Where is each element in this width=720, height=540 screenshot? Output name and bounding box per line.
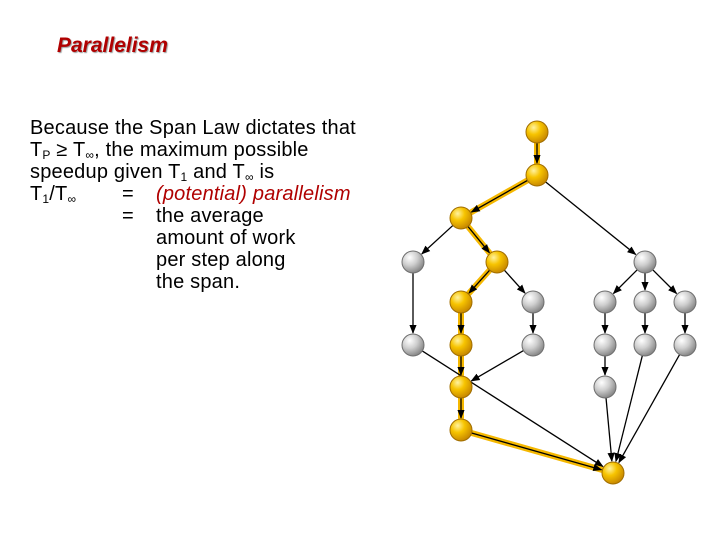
- speedup-text: speedup given T: [30, 161, 181, 183]
- equals-sign-2: =: [122, 205, 134, 227]
- dag-node: [594, 376, 616, 398]
- text-line-5: the average: [156, 205, 264, 227]
- dag-node: [402, 251, 424, 273]
- dag-node: [634, 334, 656, 356]
- span-node: [450, 291, 472, 313]
- dag-node: [634, 251, 656, 273]
- span-node: [526, 121, 548, 143]
- dag-node: [522, 334, 544, 356]
- span-edge: [468, 227, 489, 253]
- dag-edge: [422, 225, 453, 253]
- dag-node: [674, 291, 696, 313]
- dag-node: [402, 334, 424, 356]
- and-text: and T: [187, 161, 245, 183]
- text-line-7: per step along: [156, 249, 286, 271]
- dag-edge: [613, 270, 637, 294]
- is-text: is: [253, 161, 275, 183]
- dag-node: [594, 334, 616, 356]
- equals-sign-1: =: [122, 183, 134, 205]
- inf-subscript: ∞: [67, 192, 77, 206]
- dag-edge: [471, 351, 523, 381]
- line2-rest: , the maximum possible: [94, 139, 309, 161]
- one-subscript: 1: [180, 170, 188, 184]
- span-node: [602, 462, 624, 484]
- t-symbol: T: [30, 183, 43, 205]
- one-subscript: 1: [42, 192, 50, 206]
- dag-edge: [653, 270, 677, 294]
- text-line-1: Because the Span Law dictates that: [30, 117, 356, 139]
- inf-subscript: ∞: [85, 148, 95, 162]
- slide-title: Parallelism: [57, 34, 168, 57]
- dag-node: [522, 291, 544, 313]
- span-node: [486, 251, 508, 273]
- span-node: [450, 376, 472, 398]
- span-edge: [472, 433, 602, 470]
- t-symbol: T: [30, 139, 43, 161]
- dag-edge: [606, 398, 612, 461]
- ge-text: ≥ T: [50, 139, 86, 161]
- dag-node: [634, 291, 656, 313]
- span-node: [526, 164, 548, 186]
- span-edge: [469, 270, 490, 293]
- inf-subscript: ∞: [244, 170, 254, 184]
- span-node: [450, 207, 472, 229]
- slash-t: /T: [49, 183, 68, 205]
- text-line-6: amount of work: [156, 227, 296, 249]
- dag-edge: [546, 182, 636, 255]
- span-node: [450, 334, 472, 356]
- dag-edge: [504, 270, 525, 293]
- span-node: [450, 419, 472, 441]
- node-layer: [402, 121, 696, 484]
- span-edge: [471, 180, 527, 212]
- p-subscript: P: [42, 148, 51, 162]
- parallelism-label: (potential) parallelism: [156, 183, 351, 205]
- dag-edge: [619, 355, 680, 463]
- text-line-8: the span.: [156, 271, 241, 293]
- dag-edge: [422, 351, 603, 467]
- dag-node: [594, 291, 616, 313]
- dag-node: [674, 334, 696, 356]
